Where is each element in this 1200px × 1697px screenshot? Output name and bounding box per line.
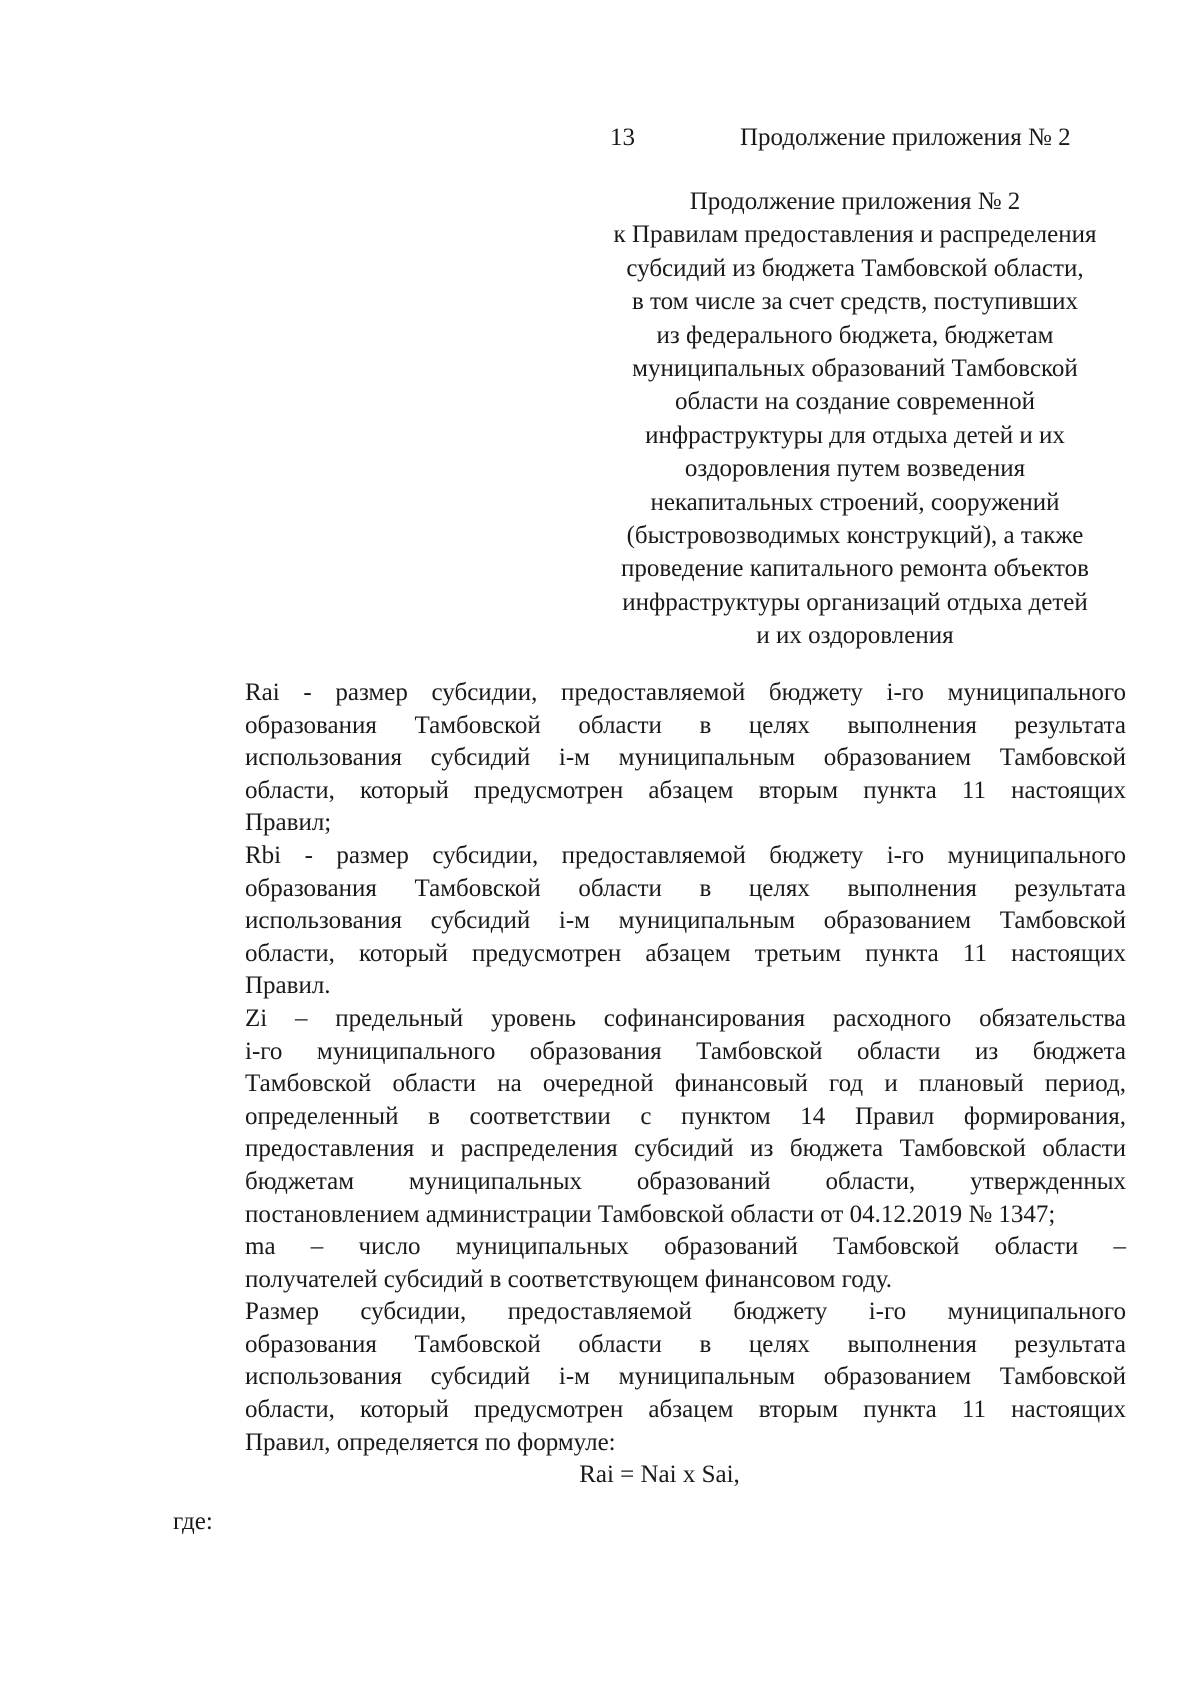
- attachment-line: субсидий из бюджета Тамбовской области,: [626, 254, 1084, 282]
- text-line: использования субсидий i-м муниципальным образованием Тамбовской: [245, 744, 1126, 772]
- text-line: постановлением администрации Тамбовской области от 04.12.2019 № 1347;: [245, 1200, 1056, 1228]
- attachment-line: инфраструктуры организаций отдыха детей: [622, 588, 1088, 616]
- text-line: области, который предусмотрен абзацем вторым пункта 11 настоящих: [245, 776, 1126, 804]
- attachment-line: муниципальных образований Тамбовской: [632, 355, 1078, 383]
- attachment-line: оздоровления путем возведения: [684, 455, 1026, 483]
- where-label: где:: [173, 1507, 213, 1535]
- text-line: ma – число муниципальных образований Тамбовской области –: [245, 1233, 1126, 1261]
- text-line: использования субсидий i-м муниципальным образованием Тамбовской: [245, 1363, 1126, 1391]
- text-line: Rbi - размер субсидии, предоставляемой бюджету i-го муниципального: [245, 841, 1126, 869]
- attachment-line: в том числе за счет средств, поступивших: [631, 288, 1079, 316]
- text-line: образования Тамбовской области в целях выполнения результата: [245, 711, 1126, 739]
- paragraph-subsidy-size: [173, 1296, 1126, 1459]
- attachment-line: Продолжение приложения № 2: [689, 188, 1021, 215]
- text-line: Тамбовской области на очередной финансовый год и плановый период,: [245, 1070, 1126, 1098]
- header-title: Продолжение приложения № 2: [740, 124, 1071, 151]
- text-line: области, который предусмотрен абзацем вторым пункта 11 настоящих: [245, 1396, 1126, 1424]
- attachment-reference-block: [575, 185, 1135, 653]
- page-number: 13: [610, 124, 635, 151]
- text-line: образования Тамбовской области в целях выполнения результата: [245, 874, 1126, 902]
- paragraph-ma-definition: [173, 1231, 1126, 1296]
- text-line: Правил.: [245, 972, 331, 1000]
- paragraph-rbi-definition: [173, 840, 1126, 1003]
- attachment-line: из федерального бюджета, бюджетам: [656, 321, 1054, 349]
- text-line: предоставления и распределения субсидий из бюджета Тамбовской области: [245, 1135, 1126, 1163]
- attachment-line: (быстровозводимых конструкций), а также: [626, 522, 1084, 550]
- text-line: Размер субсидии, предоставляемой бюджету i-го муниципального: [245, 1298, 1126, 1326]
- text-line: Правил, определяется по формуле:: [245, 1428, 616, 1456]
- attachment-line: инфраструктуры для отдыха детей и их: [645, 421, 1065, 449]
- attachment-line: к Правилам предоставления и распределения: [613, 221, 1097, 249]
- text-line: Правил;: [245, 809, 332, 837]
- attachment-line: некапитальных строений, сооружений: [650, 488, 1060, 516]
- text-line: Zi – предельный уровень софинансирования расходного обязательства: [245, 1004, 1126, 1032]
- text-line: Rai - размер субсидии, предоставляемой бюджету i-го муниципального: [245, 679, 1126, 706]
- text-line: бюджетам муниципальных образований области, утвержденных: [245, 1167, 1126, 1195]
- text-line: использования субсидий i-м муниципальным образованием Тамбовской: [245, 907, 1126, 935]
- text-line: определенный в соответствии с пунктом 14 Правил формирования,: [245, 1102, 1126, 1130]
- page-header: [0, 124, 1200, 160]
- formula: Rai = Nai x Sai,: [579, 1461, 740, 1489]
- text-line: области, который предусмотрен абзацем третьим пункта 11 настоящих: [245, 939, 1126, 967]
- text-line: образования Тамбовской области в целях выполнения результата: [245, 1330, 1126, 1358]
- text-line: i-го муниципального образования Тамбовской области из бюджета: [245, 1037, 1126, 1065]
- text-line: получателей субсидий в соответствующем финансовом году.: [245, 1265, 893, 1293]
- attachment-line: области на создание современной: [674, 388, 1036, 416]
- paragraph-zi-definition: [173, 1003, 1126, 1231]
- attachment-line: и их оздоровления: [756, 622, 954, 650]
- attachment-line: проведение капитального ремонта объектов: [621, 555, 1089, 583]
- paragraph-rai-definition: [173, 677, 1126, 840]
- body-text: [173, 677, 1126, 1538]
